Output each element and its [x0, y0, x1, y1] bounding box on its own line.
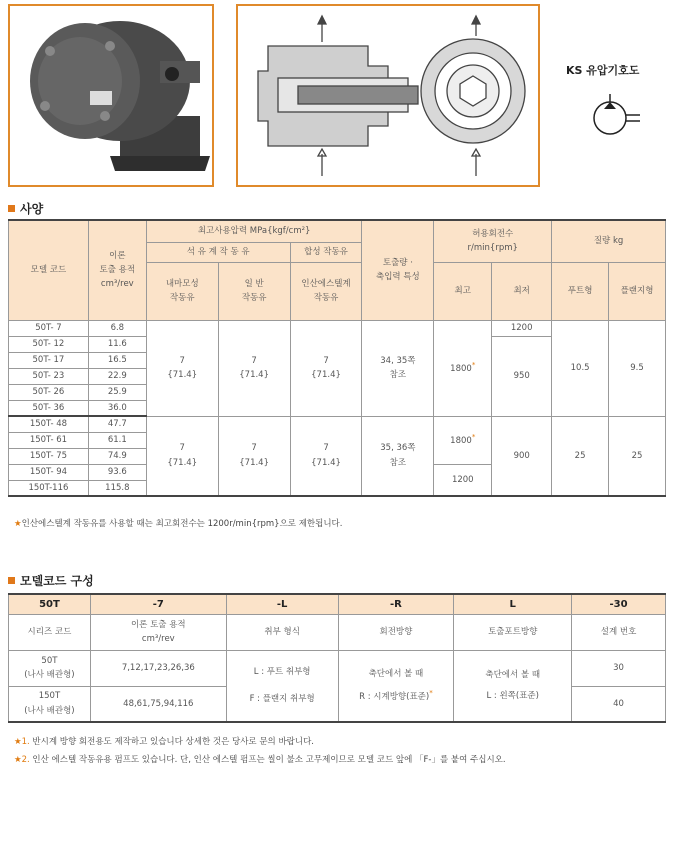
header-petroleum: 석 유 계 작 동 유 — [146, 242, 290, 262]
header-flow: 토출량 · 축입력 특성 — [362, 220, 434, 320]
header-synthetic: 합성 작동유 — [290, 242, 362, 262]
header-phosphate: 인산에스텔계 작동유 — [290, 262, 362, 320]
pump-photo-box — [8, 4, 214, 187]
header-foot: 푸트형 — [552, 262, 609, 320]
table-row: 50T- 7 6.8 7 {71.4} 7 {71.4} 7 {71.4} 34, 35쪽 참조 1800* 1200 10.5 9.5 — [9, 320, 666, 336]
table-row: 150T- 75 74.9 — [9, 448, 666, 464]
spec-table — [8, 219, 666, 497]
header-antiwear: 내마모성 작동유 — [146, 262, 218, 320]
section-spec-title: 사양 — [8, 200, 43, 217]
code-note-1: ★1. 반시계 방향 회전용도 제작하고 있습니다 상세한 것은 당사로 문의 바랍니다. — [14, 737, 314, 747]
header-speed-min: 최저 — [492, 262, 552, 320]
spec-note: ★인산에스텔계 작동유를 사용할 때는 최고회전수는 1200r/min{rpm}으로 제한됩니다. — [14, 519, 343, 529]
hydraulic-pump-symbol-icon — [588, 88, 644, 146]
star-icon: ★ — [14, 519, 22, 529]
table-row: 150T (나사 배관형) 48,61,75,94,116 40 — [9, 686, 666, 722]
table-row: 150T-116 115.8 — [9, 480, 666, 496]
table-row: 150T- 48 47.7 7 {71.4} 7 {71.4} 7 {71.4} 35, 36쪽 참조 1800* 900 25 25 — [9, 416, 666, 432]
header-general: 일 반 작동유 — [218, 262, 290, 320]
bullet-square-icon — [8, 205, 15, 212]
model-code-table: 50T -7 -L -R L -30 시리즈 코드 이론 토출 용적 cm³/rev 취부 형식 회전방향 토출포트방향 설계 번호 50T (나사 배관형) 7,12,17,23,26,36 L : 푸트 취부형 F : 플랜지 취부형 축단에서 볼 때 R : 시계방향(표준)* 축단에서 볼 때 L : 왼쪽(표준) 30 150T (나사 배관형) 48,61,75,94,116 40 — [8, 593, 666, 723]
header-max-pressure: 최고사용압력 MPa{kgf/cm²} — [146, 220, 362, 242]
section-model-code-title: 모델코드 구성 — [8, 572, 94, 589]
cross-section-box — [236, 4, 540, 187]
ks-symbol-label: KS 유압기호도 — [566, 64, 640, 77]
header-displacement: 이론 토출 용적 cm³/rev — [88, 220, 146, 320]
code-note-2: ★2. 인산 에스텔 작동유용 펌프도 있습니다. 단, 인산 에스텔 펌프는 씰이 불소 고무제이므로 모델 코드 앞에 「F-」를 붙여 주십시오. — [14, 755, 506, 765]
header-speed: 허용회전수 r/min{rpm} — [434, 220, 552, 262]
table-row: 50T- 36 36.0 — [9, 400, 666, 416]
cross-section-drawing — [238, 6, 538, 185]
bullet-square-icon — [8, 577, 15, 584]
table-row: 50T (나사 배관형) 7,12,17,23,26,36 L : 푸트 취부형 F : 플랜지 취부형 축단에서 볼 때 R : 시계방향(표준)* 축단에서 볼 때 L : 왼쪽(표준) 30 — [9, 650, 666, 686]
header-weight: 질량 kg — [552, 220, 666, 262]
table-row: 150T- 61 61.1 — [9, 432, 666, 448]
header-flange: 플랜지형 — [609, 262, 666, 320]
table-row: 50T- 23 22.9 — [9, 368, 666, 384]
table-row: 150T- 94 93.6 1200 — [9, 464, 666, 480]
table-row: 50T- 12 11.6 950 — [9, 336, 666, 352]
header-model: 모델 코드 — [9, 220, 89, 320]
table-row: 50T- 26 25.9 — [9, 384, 666, 400]
table-row: 50T- 17 16.5 — [9, 352, 666, 368]
header-speed-max: 최고 — [434, 262, 492, 320]
pump-photo — [10, 6, 212, 185]
